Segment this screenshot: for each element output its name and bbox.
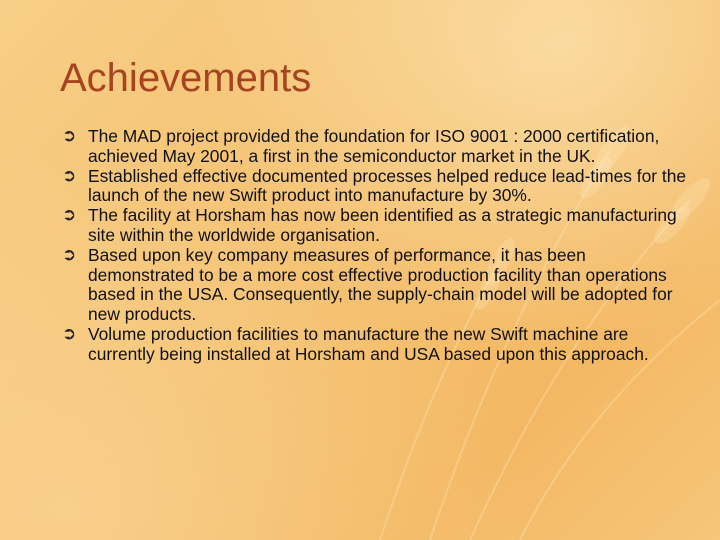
bullet-item [62,246,692,325]
bullet-text: The facility at Horsham has now been identified as a strategic manufacturing site within the worldwide organisation. [88,205,677,245]
bullet-list [62,127,692,365]
bullet-item [62,325,692,365]
slide-title: Achievements [60,56,312,100]
curved-arrow-right-icon: ➲ [62,165,77,186]
curved-arrow-right-icon: ➲ [62,205,77,226]
curved-arrow-right-icon: ➲ [62,126,77,146]
bullet-text: The MAD project provided the foundation for ISO 9001 : 2000 certification, achieved May 2001, a first in the semiconductor market in the UK. [88,126,660,166]
curved-arrow-right-icon: ➲ [62,244,77,265]
bullet-text: Established effective documented processes helped reduce lead-times for the launch of the new Swift product into manufacture by 30%. [88,165,687,206]
bullet-item [62,206,692,246]
bullet-text: Based upon key company measures of performance, it has been demonstrated to be a more cost effective production facility than operations based in the USA. Consequently, the supply-chain model will be adopted for new products. [88,244,673,325]
curved-arrow-right-icon: ➲ [62,323,77,344]
bullet-item [62,127,692,167]
bullet-item [62,167,692,207]
bullet-text: Volume production facilities to manufacture the new Swift machine are currently being installed at Horsham and USA based upon this approach. [88,323,649,364]
